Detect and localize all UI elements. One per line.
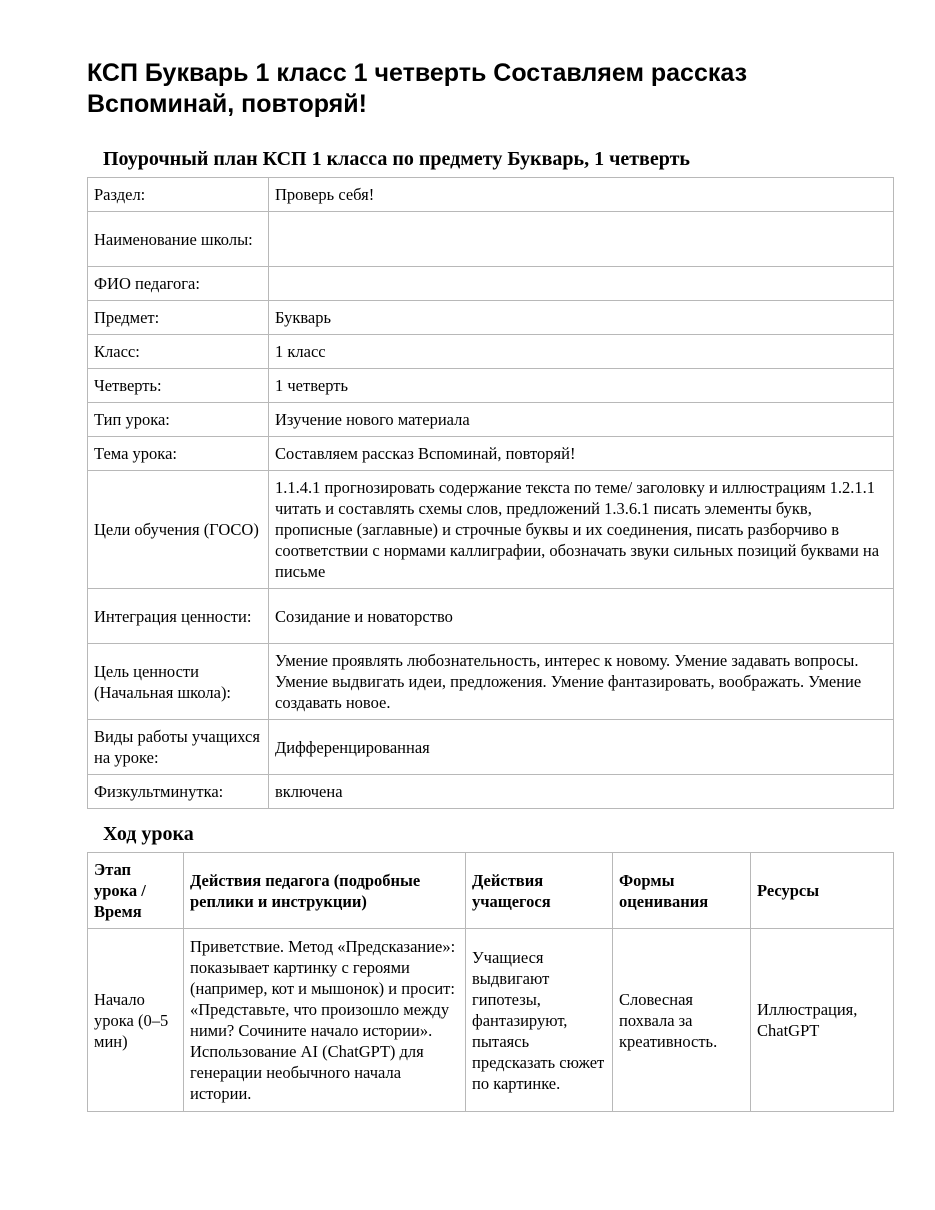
lesson-teacher-cell: Приветствие. Метод «Предсказание»: показывает картинку с героями (например, кот и мышонок) и просит: «Представьте, что произошло между ними? Сочините начало истории». Использование AI (ChatGPT) для генерации необычного начала истории. xyxy=(184,929,466,1112)
info-row-learning-goals xyxy=(88,471,894,589)
lesson-steps-table xyxy=(87,852,894,1112)
info-value: Дифференцированная xyxy=(269,720,894,775)
lesson-resources-cell: Иллюстрация, ChatGPT xyxy=(751,929,894,1112)
info-value: Букварь xyxy=(269,301,894,335)
column-header-student: Действия учащегося xyxy=(466,853,613,929)
info-row-lesson-type xyxy=(88,403,894,437)
info-value: 1 класс xyxy=(269,335,894,369)
info-row-physical-break xyxy=(88,775,894,809)
document-page xyxy=(87,58,893,1112)
info-value: Составляем рассказ Вспоминай, повторяй! xyxy=(269,437,894,471)
info-label: Раздел: xyxy=(88,178,269,212)
info-row-value-goal xyxy=(88,644,894,720)
lesson-assessment-cell: Словесная похвала за креативность. xyxy=(613,929,751,1112)
info-label: Наименование школы: xyxy=(88,212,269,267)
info-row-quarter xyxy=(88,369,894,403)
info-value: 1.1.4.1 прогнозировать содержание текста по теме/ заголовку и иллюстрациям 1.2.1.1 читать и составлять схемы слов, предложений 1.3.6.1 писать элементы букв, прописные (заглавные) и строчные буквы и их соединения, писать разборчиво в соответствии с нормами каллиграфии, обозначать звуки сильных позиций буквами на письме xyxy=(269,471,894,589)
column-header-resources: Ресурсы xyxy=(751,853,894,929)
info-row-teacher xyxy=(88,267,894,301)
info-row-work-types xyxy=(88,720,894,775)
lesson-header-row xyxy=(88,853,894,929)
lesson-info-table xyxy=(87,177,894,809)
info-row-class xyxy=(88,335,894,369)
info-label: Четверть: xyxy=(88,369,269,403)
info-label: ФИО педагога: xyxy=(88,267,269,301)
info-row-value-integration xyxy=(88,589,894,644)
info-value: Проверь себя! xyxy=(269,178,894,212)
lesson-heading: Ход урока xyxy=(103,823,194,845)
column-header-stage: Этап урока / Время xyxy=(88,853,184,929)
info-value: 1 четверть xyxy=(269,369,894,403)
lesson-student-cell: Учащиеся выдвигают гипотезы, фантазируют, пытаясь предсказать сюжет по картинке. xyxy=(466,929,613,1112)
page-title: КСП Букварь 1 класс 1 четверть Составляем рассказ Вспоминай, повторяй! xyxy=(87,59,748,118)
lesson-stage-cell: Начало урока (0–5 мин) xyxy=(88,929,184,1112)
info-row-lesson-topic xyxy=(88,437,894,471)
info-value xyxy=(269,212,894,267)
info-value: Созидание и новаторство xyxy=(269,589,894,644)
info-label: Предмет: xyxy=(88,301,269,335)
info-label: Физкультминутка: xyxy=(88,775,269,809)
info-label: Класс: xyxy=(88,335,269,369)
column-header-assessment: Формы оценивания xyxy=(613,853,751,929)
info-value xyxy=(269,267,894,301)
info-row-school xyxy=(88,212,894,267)
column-header-teacher: Действия педагога (подробные реплики и инструкции) xyxy=(184,853,466,929)
lesson-row xyxy=(88,929,894,1112)
info-row-section xyxy=(88,178,894,212)
info-label: Тема урока: xyxy=(88,437,269,471)
info-label: Виды работы учащихся на уроке: xyxy=(88,720,269,775)
info-value: включена xyxy=(269,775,894,809)
info-row-subject xyxy=(88,301,894,335)
info-label: Цель ценности (Начальная школа): xyxy=(88,644,269,720)
info-label: Интеграция ценности: xyxy=(88,589,269,644)
spacer xyxy=(87,809,893,822)
info-value: Изучение нового материала xyxy=(269,403,894,437)
info-label: Тип урока: xyxy=(88,403,269,437)
info-label: Цели обучения (ГОСО) xyxy=(88,471,269,589)
info-value: Умение проявлять любознательность, интерес к новому. Умение задавать вопросы. Умение выдвигать идеи, предложения. Умение фантазировать, воображать. Умение создавать новое. xyxy=(269,644,894,720)
plan-heading: Поурочный план КСП 1 класса по предмету Букварь, 1 четверть xyxy=(103,148,690,170)
